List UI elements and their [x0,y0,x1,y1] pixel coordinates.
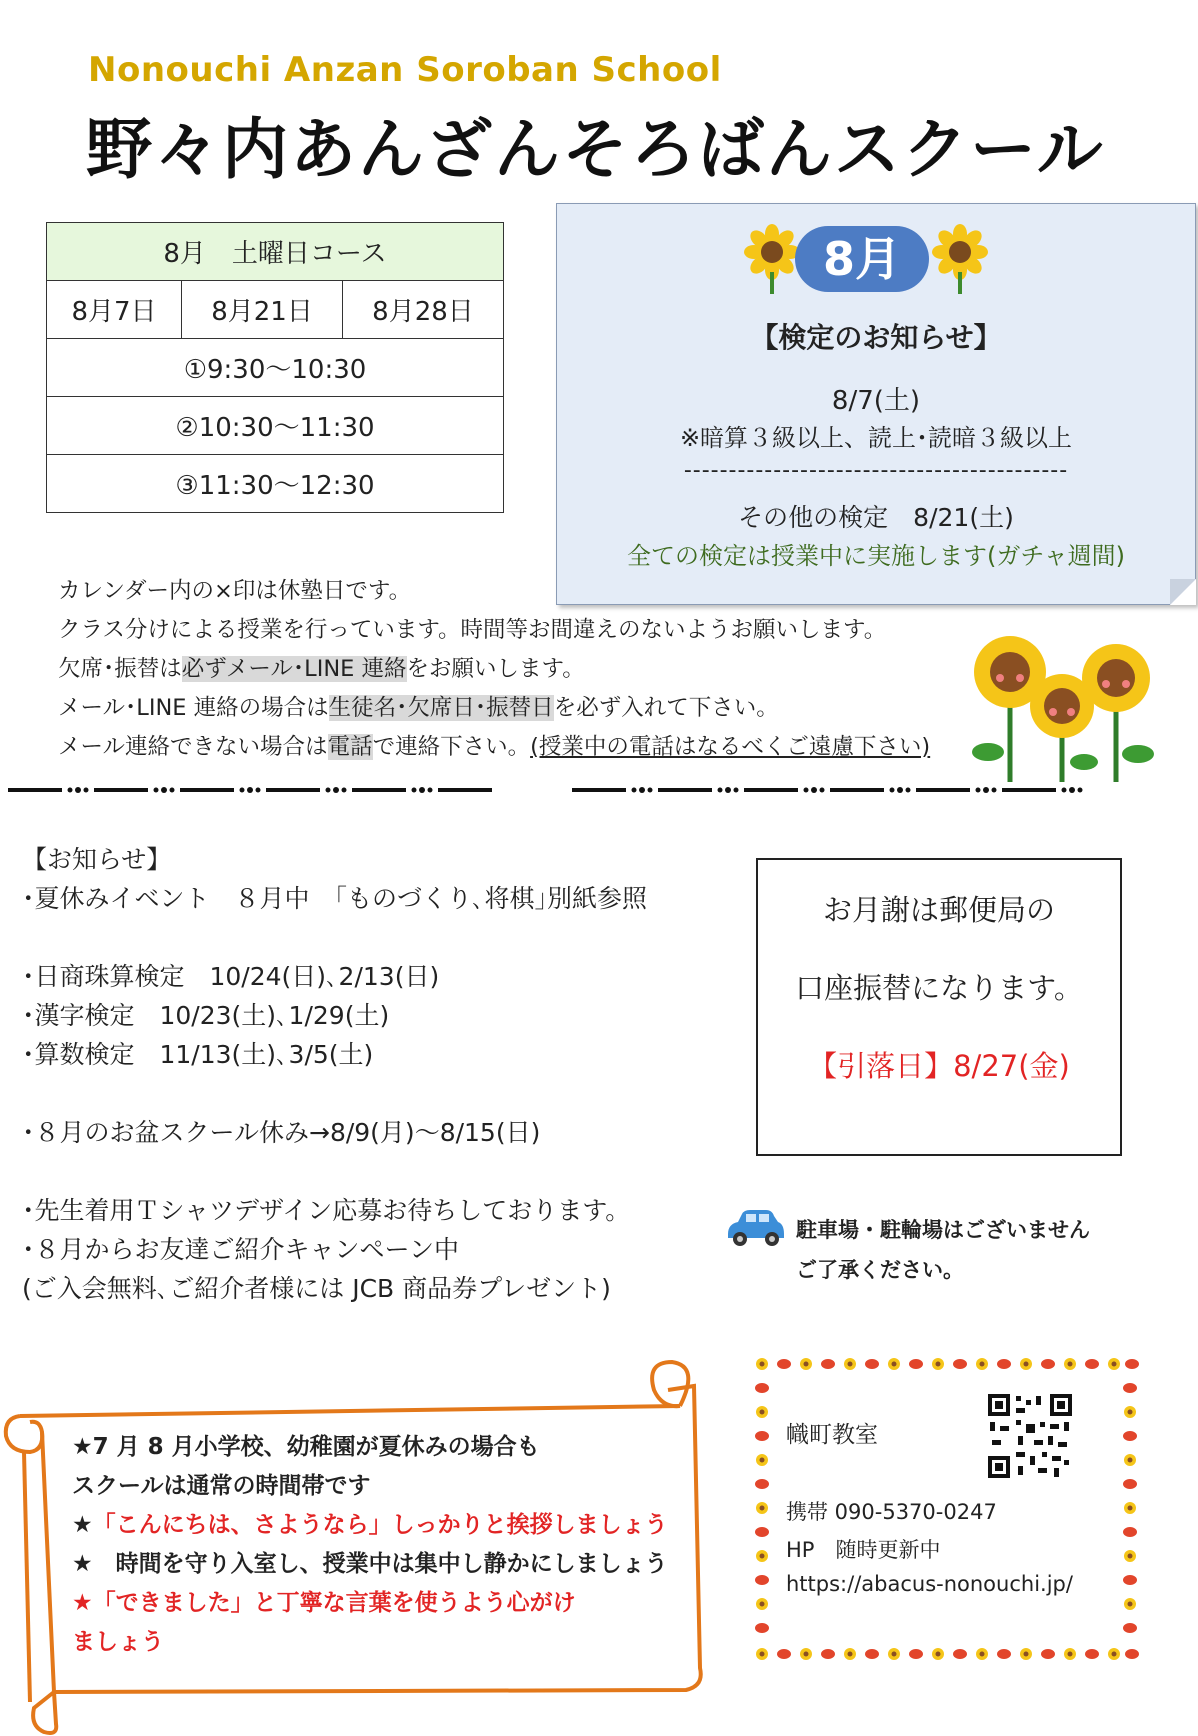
month-badge: 8月 [795,226,929,292]
spacer [22,1074,647,1113]
fee-line: お月謝は郵便局の [822,893,1055,927]
exam-notice-panel [556,203,1196,605]
note-line: メール･LINE 連絡の場合は生徒名･欠席日･振替日を必ず入れて下さい。 [58,695,779,721]
schedule-slot: ①9:30〜10:30 [47,339,504,397]
announcement-item: ･８月のお盆スクール休み→8/9(月)〜8/15(日) [22,1118,541,1147]
exam-date: 8/7(土) [831,386,921,416]
spacer [22,1152,647,1191]
rule-line: ★ 時間を守り入室し、授業中は集中し静かにしましょう [72,1551,668,1577]
rule-line: ★7 月 8 月小学校、幼稚園が夏休みの場合も [72,1434,540,1460]
notes-block [58,572,930,767]
rule-line: スクールは通常の時間帯です [72,1473,371,1499]
rule-line: ましょう [72,1629,164,1655]
announcement-item: ･先生着用Ｔシャツデザイン応募お待ちしております。 [22,1196,631,1225]
announcement-item: (ご入会無料､ご紹介者様には JCB 商品券プレゼント) [22,1274,611,1303]
exam-other: その他の検定 8/21(土) [738,503,1014,532]
contact-hp: HP 随時更新中 [786,1538,941,1562]
sunflower-icon [741,224,803,294]
school-subtitle: Nonouchi Anzan Soroban School [88,50,722,90]
fee-box [756,858,1122,1156]
qr-code-icon[interactable] [988,1394,1072,1478]
exam-note: 全ての検定は授業中に実施します(ガチャ週間) [626,542,1125,570]
contact-phone: 携帯 090-5370-0247 [786,1500,997,1524]
dotted-divider [8,784,1108,796]
announcements [22,840,647,1308]
exam-heading: 【検定のお知らせ】 [750,321,1002,354]
schedule-heading: 8月 土曜日コース [47,223,504,281]
schedule-date: 8月21日 [182,281,343,339]
rules-text [72,1428,668,1662]
parking-notice [796,1210,1090,1290]
schedule-slot: ③11:30〜12:30 [47,455,504,513]
car-icon [722,1206,786,1250]
schedule-date: 8月28日 [343,281,504,339]
announcement-item: ･８月からお友達ご紹介キャンペーン中 [22,1235,460,1264]
note-line: メール連絡できない場合は電話で連絡下さい。(授業中の電話はなるべくご遠慮下さい) [58,734,931,760]
rule-line: ★「こんにちは、さようなら」しっかりと挨拶しましょう [72,1512,668,1538]
spacer [22,918,647,957]
schedule-slot: ②10:30〜11:30 [47,397,504,455]
fee-line: 口座振替になります。 [795,971,1083,1005]
announcement-item: ･算数検定 11/13(土)､3/5(土) [22,1040,374,1069]
parking-line: 駐車場・駐輪場はございません [796,1218,1090,1242]
school-branch: 幟町教室 [786,1422,878,1448]
fee-withdrawal-date: 【引落日】8/27(金) [808,1049,1070,1083]
note-line: クラス分けによる授業を行っています。時間等お間違えのないようお願いします。 [58,617,887,643]
contact-card [752,1354,1140,1664]
exam-condition: ※暗算３級以上、読上･読暗３級以上 [679,424,1073,452]
schedule-date: 8月7日 [47,281,182,339]
announcement-item: ･日商珠算検定 10/24(日)､2/13(日) [22,962,440,991]
website-link[interactable]: https://abacus-nonouchi.jp/ [786,1572,1073,1596]
announcement-item: ･夏休みイベント ８月中 ｢ものづくり､将棋｣別紙参照 [22,884,648,913]
note-line: 欠席･振替は必ずメール･LINE 連絡をお願いします。 [58,656,585,682]
rule-line: ★「できました」と丁寧な言葉を使うよう心がけ [72,1590,576,1616]
sunflowers-illustration-icon [958,632,1168,782]
parking-line: ご了承ください。 [796,1258,964,1282]
announcements-heading: 【お知らせ】 [22,845,172,874]
announcement-item: ･漢字検定 10/23(土)､1/29(土) [22,1001,390,1030]
sunflower-icon [929,224,991,294]
exam-divider: ------------------------------------------- [683,458,1069,483]
note-line: カレンダー内の×印は休塾日です。 [58,578,412,604]
school-title: 野々内あんざんそろばんスクール [86,111,1105,188]
page-fold [1170,579,1196,605]
schedule-table [46,222,504,513]
